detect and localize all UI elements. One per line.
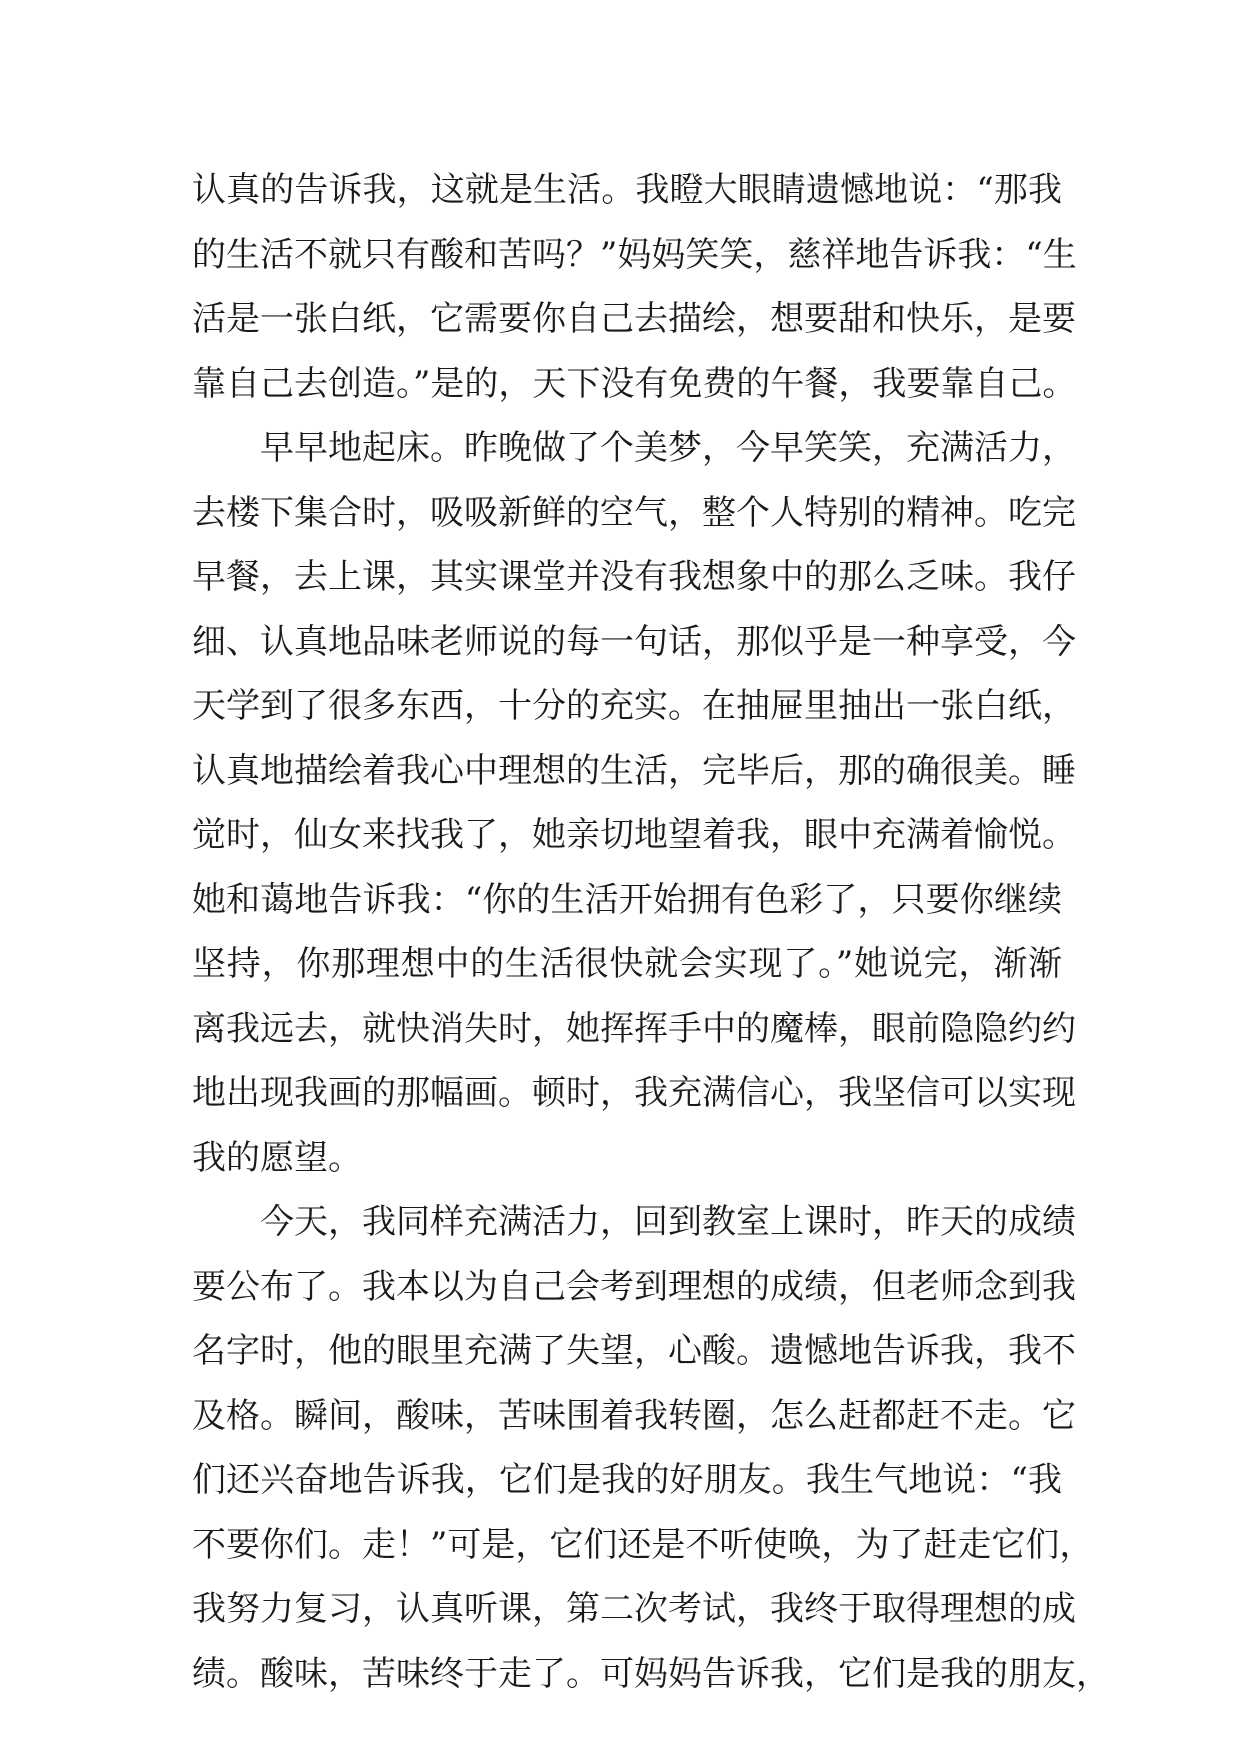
text-line: 名字时，他的眼里充满了失望，心酸。遗憾地告诉我，我不 <box>192 1331 1076 1371</box>
text-line: 觉时，仙女来找我了，她亲切地望着我，眼中充满着愉悦。 <box>192 815 1076 855</box>
text-line: 地出现我画的那幅画。顿时，我充满信心，我坚信可以实现 <box>192 1073 1076 1113</box>
text-line: 要公布了。我本以为自己会考到理想的成绩，但老师念到我 <box>192 1266 1076 1307</box>
text-line: 靠自己去创造。”是的，天下没有免费的午餐，我要靠自己。 <box>192 363 1077 404</box>
text-line: 不要你们。走！”可是，它们还是不听使唤，为了赶走它们， <box>192 1524 1094 1565</box>
text-line: 她和蔼地告诉我：“你的生活开始拥有色彩了，只要你继续 <box>192 879 1062 920</box>
text-line: 及格。瞬间，酸味，苦味围着我转圈，怎么赶都赶不走。它 <box>192 1395 1076 1436</box>
paragraph-1 <box>192 158 1077 416</box>
text-line: 今天，我同样充满活力，回到教室上课时，昨天的成绩 <box>192 1202 1076 1242</box>
body-text <box>192 158 1110 1706</box>
text-line: 天学到了很多东西，十分的充实。在抽屉里抽出一张白纸， <box>192 686 1076 726</box>
paragraph-2 <box>192 416 1076 1190</box>
text-line: 们还兴奋地告诉我，它们是我的好朋友。我生气地说：“我 <box>192 1460 1062 1500</box>
text-line: 活是一张白纸，它需要你自己去描绘，想要甜和快乐，是要 <box>192 299 1076 339</box>
text-line: 离我远去，就快消失时，她挥挥手中的魔棒，眼前隐隐约约 <box>192 1008 1076 1049</box>
text-line: 早餐，去上课，其实课堂并没有我想象中的那么乏味。我仔 <box>192 557 1076 597</box>
text-line: 细、认真地品味老师说的每一句话，那似乎是一种享受，今 <box>192 621 1076 662</box>
text-line: 绩。酸味，苦味终于走了。可妈妈告诉我，它们是我的朋友， <box>192 1653 1110 1694</box>
text-line: 的生活不就只有酸和苦吗？”妈妈笑笑，慈祥地告诉我：“生 <box>192 234 1077 275</box>
text-line: 我努力复习，认真听课，第二次考试，我终于取得理想的成 <box>192 1589 1076 1629</box>
text-line: 去楼下集合时，吸吸新鲜的空气，整个人特别的精神。吃完 <box>192 492 1076 533</box>
text-line: 认真的告诉我，这就是生活。我瞪大眼睛遗憾地说：“那我 <box>192 170 1062 210</box>
text-line: 我的愿望。 <box>192 1137 362 1178</box>
text-line: 认真地描绘着我心中理想的生活，完毕后，那的确很美。睡 <box>192 750 1076 791</box>
text-line: 坚持，你那理想中的生活很快就会实现了。”她说完，渐渐 <box>192 944 1062 984</box>
paragraph-3 <box>192 1190 1110 1706</box>
text-line: 早早地起床。昨晚做了个美梦，今早笑笑，充满活力， <box>192 428 1076 468</box>
